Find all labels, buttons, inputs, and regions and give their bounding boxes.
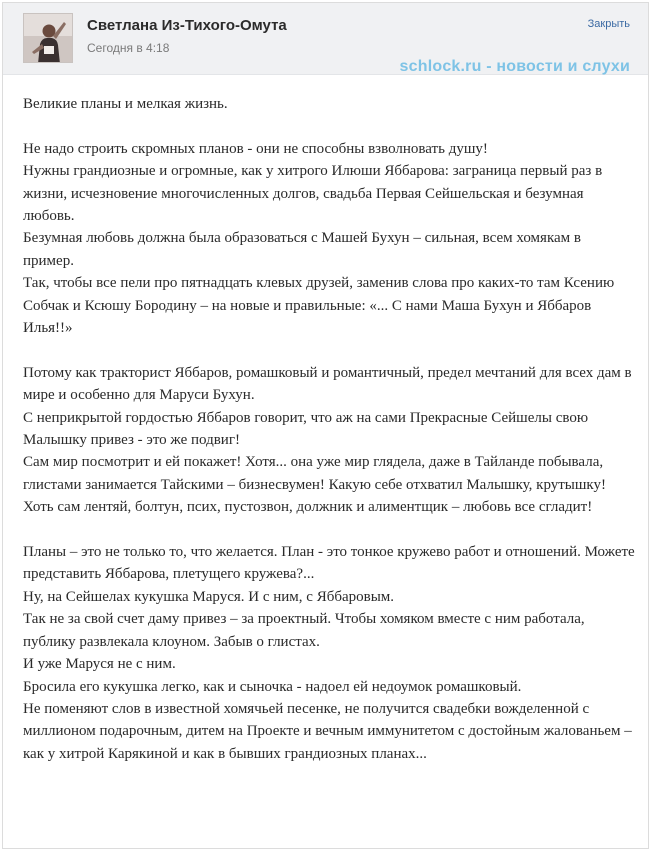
post-header <box>3 3 648 75</box>
paragraph-line: Безумная любовь должна была образоваться с Машей Бухун – сильная, всем хомякам в пример. <box>23 230 581 269</box>
paragraph-line: Хоть сам лентяй, болтун, псих, пустозвон, должник и алиментщик – любовь все сгладит! <box>23 499 593 516</box>
post-title: Великие планы и мелкая жизнь. <box>23 96 228 112</box>
paragraph-line: Так, чтобы все пели про пятнадцать клевых друзей, заменив слова про каких-то там Ксению Собчак и Ксюшу Бородину – на новые и правильные: «... С нами Маша Бухун и Яббаров Илья!!» <box>23 275 615 337</box>
paragraph-line: Бросила его кукушка легко, как и сыночка - надоел ей недоумок ромашковый. <box>23 678 522 695</box>
author-name[interactable]: Светлана Из-Тихого-Омута <box>87 17 287 34</box>
paragraph-line: Так не за свой счет даму привез – за проектный. Чтобы хомяком вместе с ним работала, публику развлекала клоуном. Забыв о глистах. <box>23 611 585 650</box>
close-button[interactable]: Закрыть <box>587 18 630 30</box>
paragraph-line: Не поменяют слов в известной хомячьей песенке, не получится свадебки вожделенной с миллионом подарочным, дитем на Проекте и вечным иммунитетом с достойным жалованьем – как у хитрой Карякиной и как в бывших грандиозных планах... <box>23 700 632 762</box>
post-timestamp: Сегодня в 4:18 <box>87 41 170 55</box>
paragraph-line: И уже Маруся не с ним. <box>23 656 176 673</box>
avatar-photo-icon <box>24 14 73 63</box>
paragraph-line: Не надо строить скромных планов - они не способны взволновать душу! <box>23 140 488 157</box>
paragraph-line: С неприкрытой гордостью Яббаров говорит, что аж на сами Прекрасные Сейшелы свою Малышку привез - это же подвиг! <box>23 409 589 449</box>
paragraph-line: Нужны грандиозные и огромные, как у хитрого Илюши Яббарова: заграница первый раз в жизни, исчезновение многочисленных долгов, свадьба Первая Сейшельская и безумная любовь. <box>23 163 603 225</box>
paragraph-line: Планы – это не только то, что желается. План - это тонкое кружево работ и отношений. Можете представить Яббарова, плетущего кружева?... <box>23 544 635 583</box>
paragraph-line: Сам мир посмотрит и ей покажет! Хотя... она уже мир глядела, даже в Тайланде побывала, глистами занимается Тайскими – бизнесвумен! Какую себе отхватил Малышку, крутышку! <box>23 454 607 493</box>
site-watermark: schlock.ru - новости и слухи <box>399 58 630 75</box>
post-body <box>23 93 635 765</box>
paragraph-line: Ну, на Сейшелах кукушка Маруся. И с ним, с Яббаровым. <box>23 588 395 605</box>
post-card <box>2 2 649 849</box>
avatar[interactable] <box>23 13 73 63</box>
paragraph-line: Потому как тракторист Яббаров, ромашковый и романтичный, предел мечтаний для всех дам в мире и особенно для Маруси Бухун. <box>23 364 632 404</box>
